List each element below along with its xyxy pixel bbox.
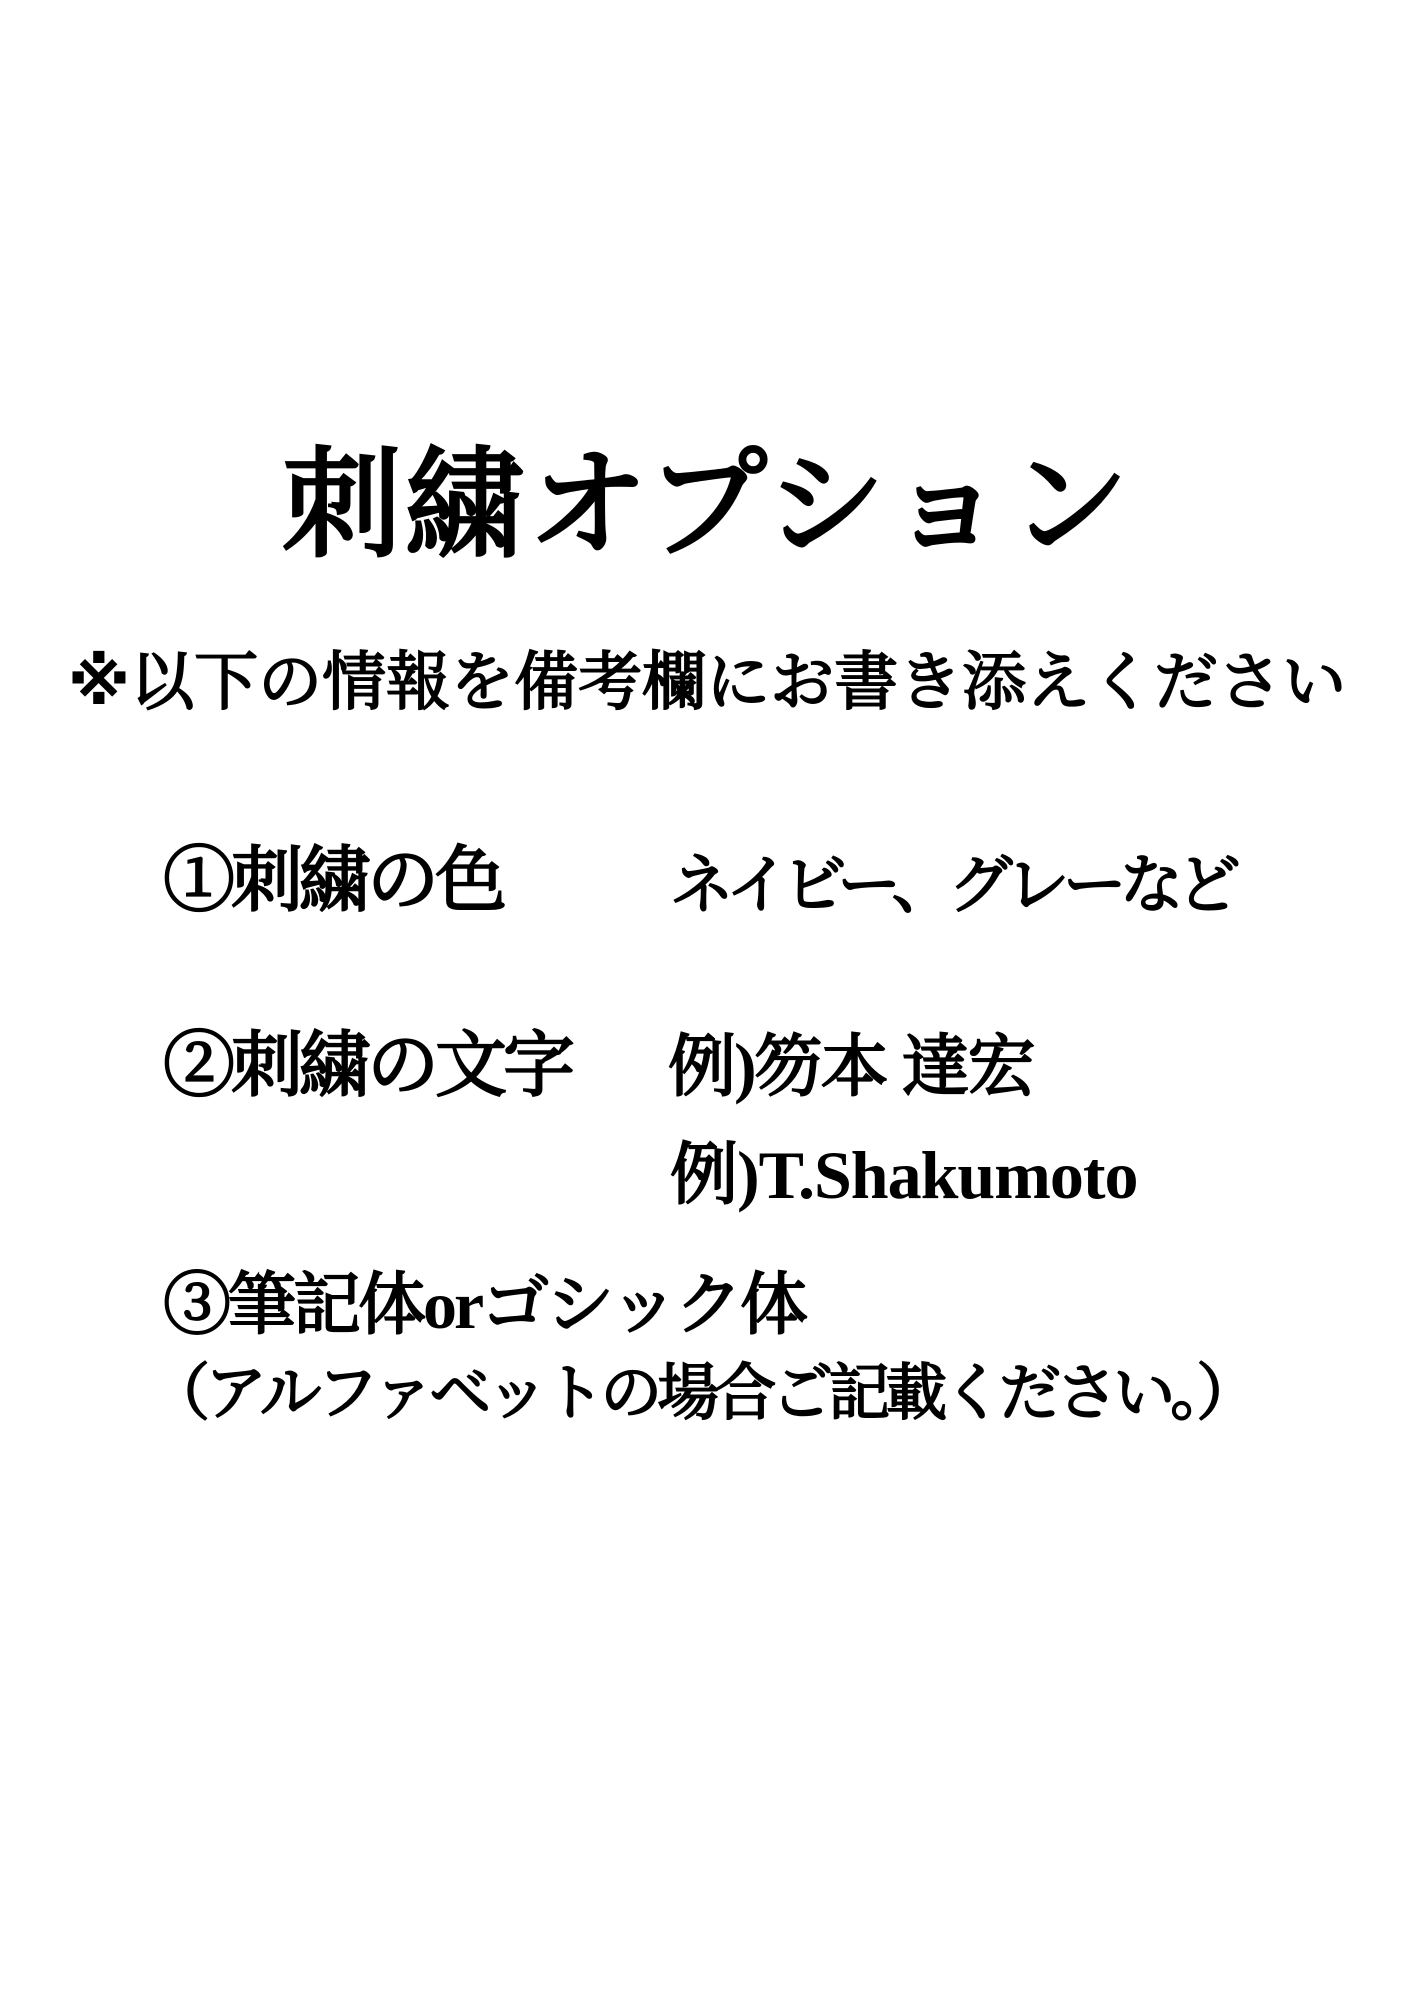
item-1-embroidery-color-label: ①刺繍の色 — [163, 841, 504, 921]
item-2-example-latin: 例)T.Shakumoto — [670, 1137, 1138, 1213]
instruction-note: ※以下の情報を備考欄にお書き添えください — [67, 646, 1347, 718]
item-3-alphabet-note: （アルファベットの場合ご記載ください。） — [148, 1359, 1254, 1428]
item-1-embroidery-color-example: ネイビー、グレーなど — [670, 849, 1234, 921]
item-2-example-japanese: 例)笏本 達宏 — [668, 1029, 1034, 1105]
item-3-font-style-label: ③筆記体orゴシック体 — [163, 1267, 805, 1343]
page-title: 刺繍オプション — [281, 439, 1133, 572]
item-2-embroidery-text-label: ②刺繍の文字 — [163, 1026, 572, 1106]
